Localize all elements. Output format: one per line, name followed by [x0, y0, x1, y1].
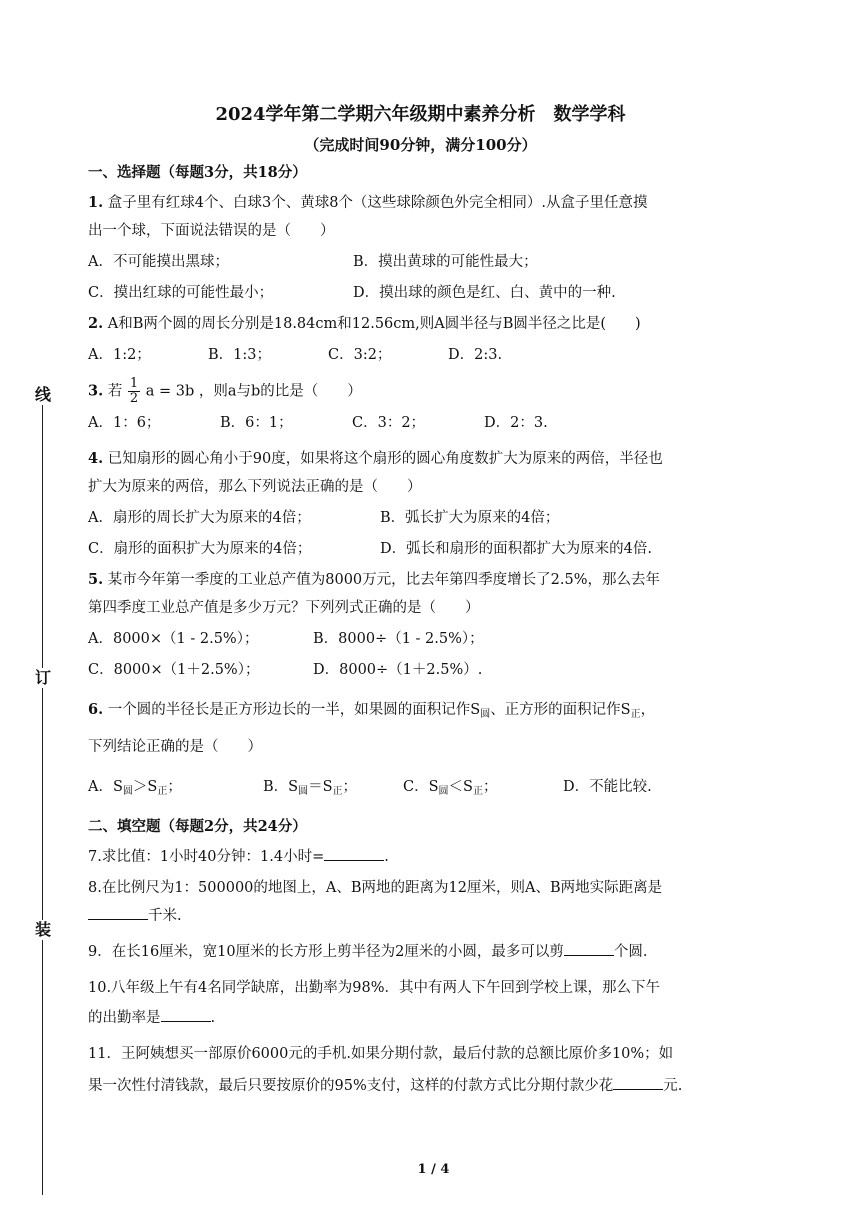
exam-subtitle: （完成时间90分钟，满分100分） — [304, 136, 537, 154]
option-a: A．$S_圆>S_正$； — [88, 779, 182, 797]
fraction-denominator: 2 — [129, 391, 139, 406]
option-b: B．$S_圆=S_正$； — [263, 779, 358, 797]
option-c: C．扇形的面积扩大为原来的4倍； — [88, 541, 312, 557]
question-text: 盒子里有红球4个、白球3个、黄球8个（这些球除颜色外完全相同）.从盒子里任意摸 — [107, 195, 648, 211]
question-1-options-row1 — [88, 248, 753, 276]
page-number: 1 / 4 — [417, 1162, 450, 1177]
question-text: 10.八年级上午有4名同学缺席，出勤率为98%．其中有两人下午回到学校上课，那么下午 — [88, 980, 661, 996]
question-6-line2: 下列结论正确的是（ ） — [88, 739, 262, 755]
question-2-options — [88, 341, 753, 369]
binding-line — [42, 395, 43, 1195]
option-a: A．1：6； — [88, 415, 161, 431]
option-a: A．扇形的周长扩大为原来的4倍； — [88, 510, 311, 526]
question-7: 7.求比值：1小时40分钟：1.4小时= . — [88, 843, 753, 871]
question-text: 已知扇形的圆心角小于90度，如果将这个扇形的圆心角度数扩大为原来的两倍，半径也 — [107, 451, 663, 467]
option-d: D．2：3. — [484, 415, 548, 431]
option-b: B．8000÷（1 - 2.5%）； — [313, 631, 484, 647]
question-number: 3. — [88, 382, 104, 400]
option-d: D．8000÷（1＋2.5%）. — [313, 662, 483, 678]
question-text-a: 一个圆的半径长是正方形边长的一半，如果圆的面积记作S — [107, 702, 481, 718]
question-text-pre: 若 — [107, 383, 123, 400]
question-11 — [88, 1040, 753, 1068]
section-fill-header: 二、填空题（每题2分，共24分） — [88, 818, 307, 835]
question-text: 8.在比例尺为1：500000的地图上，A、B两地的距离为12厘米，则A、B两地实际距离是 — [88, 880, 663, 896]
question-text-c: ， — [640, 702, 656, 718]
question-2 — [88, 310, 753, 338]
option-c: C．8000×（1＋2.5%）； — [88, 662, 260, 678]
option-d: D．不能比较. — [563, 779, 652, 795]
question-9: 9．在长16厘米，宽10厘米的长方形上剪半径为2厘米的小圆，最多可以剪 个圆. — [88, 938, 753, 966]
question-5-options-row1 — [88, 625, 753, 653]
question-number: 1. — [88, 194, 104, 211]
question-text: A和B两个圆的周长分别是18.84cm和12.56cm,则A圆半径与B圆半径之比是( ) — [107, 316, 641, 332]
question-4 — [88, 445, 753, 473]
question-10 — [88, 974, 753, 1002]
question-6-options — [88, 773, 753, 806]
answer-blank[interactable] — [324, 844, 384, 861]
binding-label-order: 订 — [34, 668, 51, 687]
exam-page — [88, 100, 753, 1100]
question-3 — [88, 377, 753, 406]
option-b: B．1:3； — [208, 347, 271, 363]
question-text-b: 、正方形的面积记作S — [490, 702, 631, 718]
option-c: C．摸出红球的可能性最小； — [88, 285, 274, 301]
question-4-options-row1 — [88, 504, 753, 532]
option-b: B．6：1； — [220, 415, 293, 431]
option-c: C．3：2； — [352, 415, 426, 431]
option-c: C．$S_圆<S_正$； — [403, 779, 498, 797]
question-text: 某市今年第一季度的工业总产值为8000万元，比去年第四季度增长了2.5%，那么去年 — [107, 572, 660, 588]
answer-blank[interactable] — [88, 903, 148, 920]
question-number: 5. — [88, 571, 104, 588]
option-a: A．不可能摸出黑球； — [88, 254, 229, 270]
option-d: D．2:3. — [448, 347, 503, 363]
question-5-line2: 第四季度工业总产值是多少万元？下列列式正确的是（ ） — [88, 600, 480, 616]
subscript-square: 正 — [630, 709, 641, 720]
question-number: 2. — [88, 315, 104, 332]
question-11-line2: 果一次性付清钱款，最后只要按原价的95%支付，这样的付款方式比分期付款少花 元. — [88, 1072, 753, 1100]
binding-label-line: 线 — [34, 385, 51, 404]
question-10-line2: 的出勤率是 . — [88, 1004, 753, 1032]
question-1-options-row2 — [88, 279, 753, 307]
question-number: 4. — [88, 450, 104, 467]
option-d: D．弧长和扇形的面积都扩大为原来的4倍. — [380, 541, 652, 557]
question-8-line2: 千米. — [88, 902, 753, 930]
section-choice-header: 一、选择题（每题3分，共18分） — [88, 164, 307, 181]
fraction-numerator: 1 — [129, 376, 139, 391]
question-5-options-row2 — [88, 656, 753, 684]
question-text: 11．王阿姨想买一部原价6000元的手机.如果分期付款，最后付款的总额比原价多10%；如 — [88, 1046, 674, 1062]
answer-blank[interactable] — [564, 939, 614, 956]
option-b: B．摸出黄球的可能性最大； — [353, 254, 538, 270]
exam-title: 2024学年第二学期六年级期中素养分析 数学学科 — [215, 104, 626, 125]
answer-blank[interactable] — [613, 1073, 663, 1090]
option-c: C．3:2； — [328, 347, 392, 363]
question-text-post: a = 3b ，则a与b的比是（ ） — [145, 383, 362, 400]
question-8 — [88, 874, 753, 902]
question-6 — [88, 696, 753, 729]
binding-label-bind: 装 — [34, 920, 51, 939]
question-text: 9．在长16厘米，宽10厘米的长方形上剪半径为2厘米的小圆，最多可以剪 — [88, 944, 564, 960]
question-number: 6. — [88, 701, 104, 718]
question-4-options-row2 — [88, 535, 753, 563]
question-1 — [88, 189, 753, 217]
fraction — [128, 377, 140, 406]
option-d: D．摸出球的颜色是红、白、黄中的一种. — [353, 285, 616, 301]
question-4-line2: 扩大为原来的两倍，那么下列说法正确的是（ ） — [88, 479, 422, 495]
question-5 — [88, 566, 753, 594]
question-3-options — [88, 409, 753, 437]
option-a: A．8000×（1 - 2.5%）； — [88, 631, 259, 647]
subscript-circle: 圆 — [480, 709, 491, 720]
option-a: A．1:2； — [88, 347, 151, 363]
question-1-line2: 出一个球，下面说法错误的是（ ） — [88, 223, 335, 239]
option-b: B．弧长扩大为原来的4倍； — [380, 510, 560, 526]
question-text: 7.求比值：1小时40分钟：1.4小时= — [88, 849, 325, 865]
answer-blank[interactable] — [161, 1005, 211, 1022]
